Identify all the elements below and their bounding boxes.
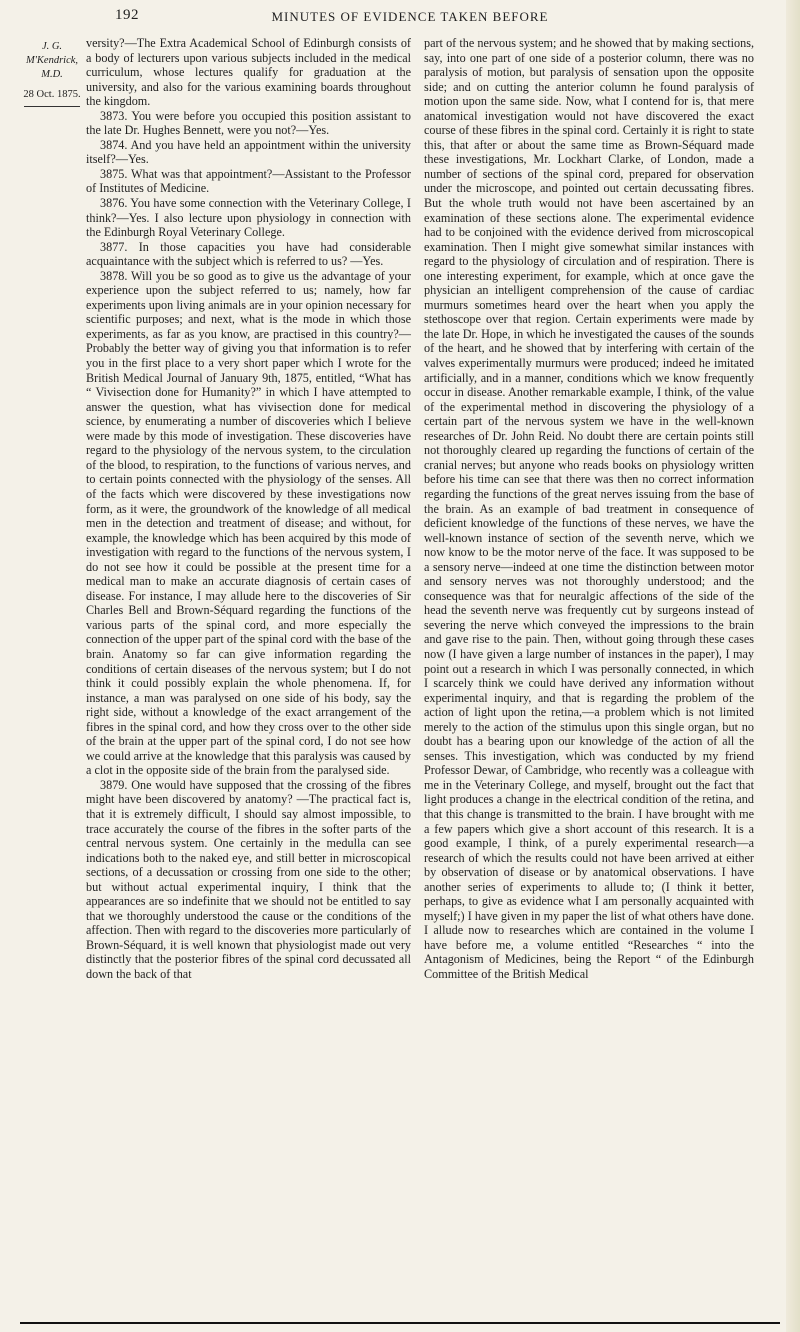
paragraph: 3876. You have some connection with the Veterinary College, I think?—Yes. I also lecture upon physiology in connection with the Edinburgh Royal Veterinary College. bbox=[86, 196, 411, 240]
witness-name: M'Kendrick, bbox=[25, 55, 79, 66]
witness-degree: M.D. bbox=[41, 69, 63, 80]
page-number: 192 bbox=[115, 7, 139, 23]
running-title: MINUTES OF EVIDENCE TAKEN BEFORE bbox=[271, 9, 549, 24]
hearing-date: 28 Oct. 1875. bbox=[23, 89, 81, 100]
margin-note bbox=[22, 40, 82, 107]
margin-rule bbox=[24, 106, 80, 107]
left-column bbox=[86, 36, 411, 982]
paragraph: part of the nervous system; and he showed that by making sections, say, into one part of one side of a posterior column, there was no paralysis of motion, but paralysis of sensation upon the opposite side; and on cutting the anterior column he found paralysis of motion upon the same side. Now, what I contend for is, that mere anatomical investigation would not have discovered the exact course of these fibres in the spinal cord. Certainly it is right to state this, that after or about the same time as Brown-Séquard made these investigations, Mr. Lockhart Clarke, of London, made a number of sections of the spinal cord, prepared for observation under the microscope, and pointed out certain decussating fibres. But the whole truth would not have been ascertained by an examination of these sections alone. The experimental evidence had to be conjoined with the evidence derived from microscopical examination. Then I might give somewhat similar instances with regard to the physiology of circulation and of respiration. There is one interesting experiment, for example, which at once gave the physician an intelligent comprehension of the cause of cardiac murmurs sometimes heard over the heart when you apply the stethoscope over that region. Certain experiments were made by the late Dr. Hope, in which he investigated the causes of the sounds of the heart, and he showed that by interfering with certain of the valves experimentally murmurs were produced; indeed he imitated artificially, and in a manner, conditions which we know frequently occur in disease. Another remarkable example, I think, of the value of the experimental method in discovering the physiology of a certain part of the nervous system we have in the well-known researches of Dr. John Reid. No doubt there are certain points still not thoroughly cleared up regarding the functions of certain of the cranial nerves; but anyone who reads books on physiology written before his time can see that there was then no correct information regarding the functions of the great nerves issuing from the base of the brain. As an example of bad treatment in consequence of deficient knowledge of the functions of these nerves, we have the well-known instance of section of the seventh nerve, which we now know to be the motor nerve of the face. It was supposed to be a sensory nerve—indeed at one time the distinction between motor and sensory nerves was not thoroughly understood; and the consequence was that for neuralgic affections of the side of the head the seventh nerve was frequently cut by surgeons instead of severing the nerve which conveyed the impressions to the brain and gave rise to the pain. Then, without going through these cases now (I have given a large number of instances in the paper), I may point out a research in which I was personally connected, in which I scarcely think we could have derived any information without experimental inquiry, and that is regarding the problem of the action of light upon the retina,—a problem which is not limited merely to the action of the stimulus upon this single organ, but no doubt has a bearing upon our knowledge of the action of all the senses. This investigation, which was conducted by my friend Professor Dewar, of Cambridge, who recently was a colleague with me in the Veterinary College, and myself, brought out the fact that light produces a change in the electrical condition of the retina, and that this change is transmitted to the brain. I have brought with me a few papers which give a short account of this research. It is a good example, I think, of a purely experimental research—a research of which the results could not have been arrived at either by observation of disease or by anatomical observations. I have another series of experiments to allude to; (I think it better, perhaps, to give as evidence what I am personally acquainted with myself;) I have given in my paper the list of what others have done. I allude now to researches which are contained in the volume I have before me, a volume entitled “Researches “ into the Antagonism of Medicines, being the Report “ of the Edinburgh Committee of the British Medical bbox=[424, 36, 754, 981]
page-edge bbox=[786, 0, 800, 1332]
paragraph: 3873. You were before you occupied this position assistant to the late Dr. Hughes Bennett, were you not?—Yes. bbox=[86, 108, 411, 138]
paragraph: 3875. What was that appointment?—Assistant to the Professor of Institutes of Medicine. bbox=[86, 166, 411, 196]
paragraph: 3878. Will you be so good as to give us the advantage of your experience upon the subject referred to us; namely, how far experiments upon living animals are in your opinion necessary for scientific purposes; and next, what is the mode in which those experiments, as far as you know, are practised in this country?—Probably the better way of giving you that information is to refer you in the first place to a very short paper which I wrote for the British Medical Journal of January 9th, 1875, entitled, “What has “ Vivisection done for Humanity?” in which I have attempted to answer the question, what has vivisection done for medical science, by enumerating a number of discoveries which I believe were made by this mode of investigation. These discoveries have regard to the physiology of the nervous system, to the circulation of the blood, to respiration, to the functions of various nerves, and to certain points connected with the physiology of the senses. All of the facts which were discovered by these investigations now form, as it were, the groundwork of the knowledge of all medical men in the detection and treatment of disease; and without, for example, the knowledge which has been acquired by this mode of investigation with regard to the functions of the nervous system, I do not see how it could be possible at the present time for a medical man to make an accurate diagnosis of certain cases of disease. For instance, I may allude here to the discoveries of Sir Charles Bell and Brown-Séquard regarding the functions of the various parts of the spinal cord, and more especially the connection of the upper part of the spinal cord with the base of the brain. Anatomy so far can give information regarding the conditions of certain diseases of the nervous system; but I do not think it could possibly explain the whole phenomena. If, for instance, a man was paralysed on one side of his body, say the right side, without a knowledge of the exact arrangement of the fibres in the spinal cord, and how they cross over to the other side of the brain at the upper part of the spinal cord, I do not see how we could arrive at the knowledge that this paralysis was caused by a clot in the opposite side of the brain from the paralysed side. bbox=[86, 268, 411, 778]
bottom-rule bbox=[20, 1322, 780, 1324]
paragraph: versity?—The Extra Academical School of Edinburgh consists of a body of lecturers upon various subjects included in the medical curriculum, whose lectures qualify for graduation at the university, and also for the various examining boards throughout the kingdom. bbox=[86, 36, 411, 109]
paragraph: 3879. One would have supposed that the crossing of the fibres might have been discovered by anatomy? —The practical fact is, that it is extremely difficult, I should say almost impossible, to trace accurately the course of the fibres in the softer parts of the central nervous system. One certainly in the medulla can see indications both to the naked eye, and still better in microscopical sections, of a decussation or crossing from one side to the other; but without actual experimental inquiry, I think that the appearances are so indefinite that we should not be entitled to say that we thoroughly understood the cause or the conditions of the affection. Then with regard to the discoveries more particularly of Brown-Séquard, it is well known that physiologist made out very distinctly that the posterior fibres of the spinal cord decussated all down the back of that bbox=[86, 777, 411, 981]
paragraph: 3877. In those capacities you have had considerable acquaintance with the subject which is referred to us? —Yes. bbox=[86, 239, 411, 269]
witness-initial: J. G. bbox=[41, 41, 63, 52]
paragraph: 3874. And you have held an appointment within the university itself?—Yes. bbox=[86, 137, 411, 167]
page-header bbox=[40, 6, 780, 28]
right-column bbox=[424, 36, 754, 982]
